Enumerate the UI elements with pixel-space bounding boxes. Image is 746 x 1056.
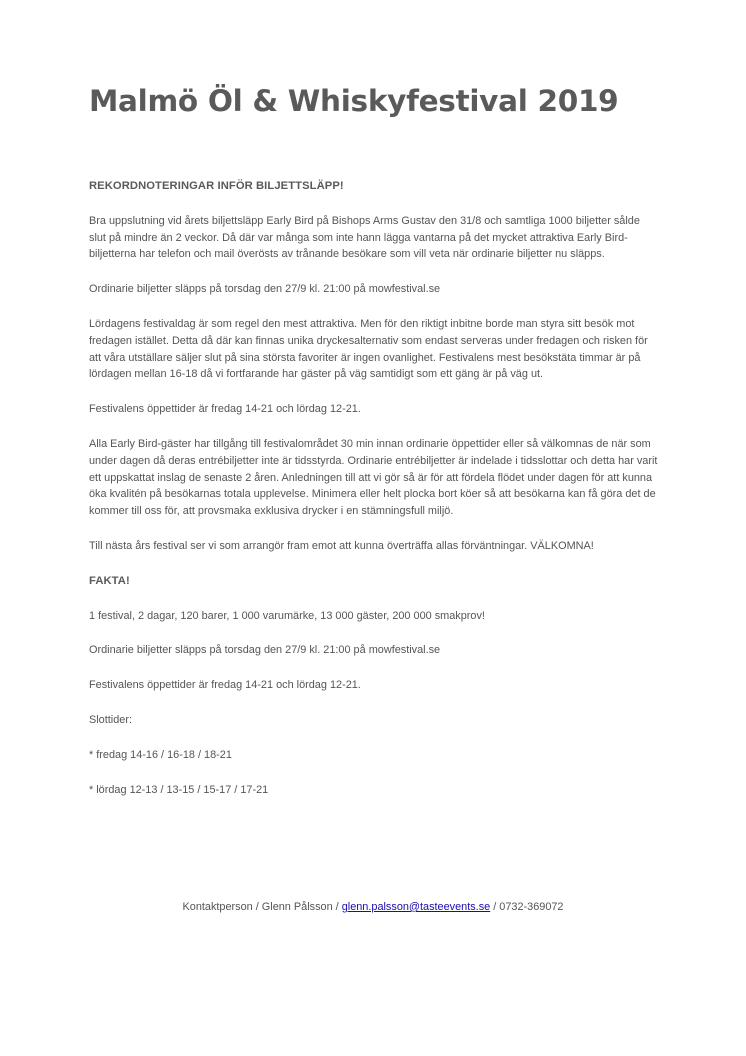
contact-prefix: Kontaktperson / Glenn Pålsson / <box>182 901 342 913</box>
section-heading-records: REKORDNOTERINGAR INFÖR BILJETTSLÄPP! <box>89 180 344 192</box>
fact-line-ticket-release: Ordinarie biljetter släpps på torsdag den 27/9 kl. 21:00 på mowfestival.se <box>89 644 441 657</box>
fact-line-opening-hours: Festivalens öppettider är fredag 14-21 och lördag 12-21. <box>89 679 361 692</box>
document-title: Malmö Öl & Whiskyfestival 2019 <box>89 84 619 118</box>
contact-email-link[interactable]: glenn.palsson@tasteevents.se <box>341 901 491 913</box>
section-heading-facts: FAKTA! <box>89 574 130 587</box>
fact-line-saturday-slots: * lördag 12-13 / 13-15 / 15-17 / 17-21 <box>89 783 269 796</box>
paragraph-saturday: Lördagens festivaldag är som regel den mest attraktiva. Men för den riktigt inbitne borde man styra sitt besök mot fredagen istället. Detta då där kan finnas unika dryckesalternativ som endast serveras under fredagen och risken för att våra utställare säljer slut på sina största favoriter är ingen ovanlighet. Festivalens mest besökstäta timmar är på lördagen mellan 16-18 då vi fortfarande har gäster på väg samtidigt som ett gäng är på väg ut. <box>89 317 648 381</box>
fact-line-slot-label: Slottider: <box>89 713 132 726</box>
fact-line-stats: 1 festival, 2 dagar, 120 barer, 1 000 varumärke, 13 000 gäster, 200 000 smakprov! <box>89 609 485 622</box>
paragraph-ticket-release: Ordinarie biljetter släpps på torsdag den 27/9 kl. 21:00 på mowfestival.se <box>89 283 441 296</box>
contact-footer <box>0 899 746 915</box>
paragraph-early-bird: Bra uppslutning vid årets biljettsläpp Early Bird på Bishops Arms Gustav den 31/8 och samtliga 1000 biljetter sålde slut på mindre än 2 veckor. Då där var många som inte hann lägga vantarna på det mycket attraktiva Early Bird-biljetterna har telefon och mail överösts av trånande besökare som vill veta när ordinarie biljetter nu släpps. <box>89 214 640 261</box>
fact-line-friday-slots: * fredag 14-16 / 16-18 / 18-21 <box>89 748 232 761</box>
paragraph-time-slots: Alla Early Bird-gäster har tillgång till festivalområdet 30 min innan ordinarie öppettider eller så välkomnas de när som under dagen då deras entrébiljetter inte är tidsstyrda. Ordinarie entrébiljetter är indelade i tidsslottar och detta har varit ett uppskattat inslag de senaste 2 åren. Anledningen till att vi gör så är för att fördela flödet under dagen för att kunna öka kvalitén på besökarnas totala upplevelse. Minimera eller helt plocka bort köer så att besökarna kan få göra det de kommer till oss för, att provsmaka exklusiva drycker i en stämningsfull miljö. <box>89 437 658 518</box>
contact-phone: / 0732-369072 <box>490 901 564 913</box>
document-body <box>89 178 659 816</box>
paragraph-welcome: Till nästa års festival ser vi som arrangör fram emot att kunna överträffa allas förväntningar. VÄLKOMNA! <box>89 539 594 552</box>
paragraph-opening-hours: Festivalens öppettider är fredag 14-21 och lördag 12-21. <box>89 403 361 416</box>
